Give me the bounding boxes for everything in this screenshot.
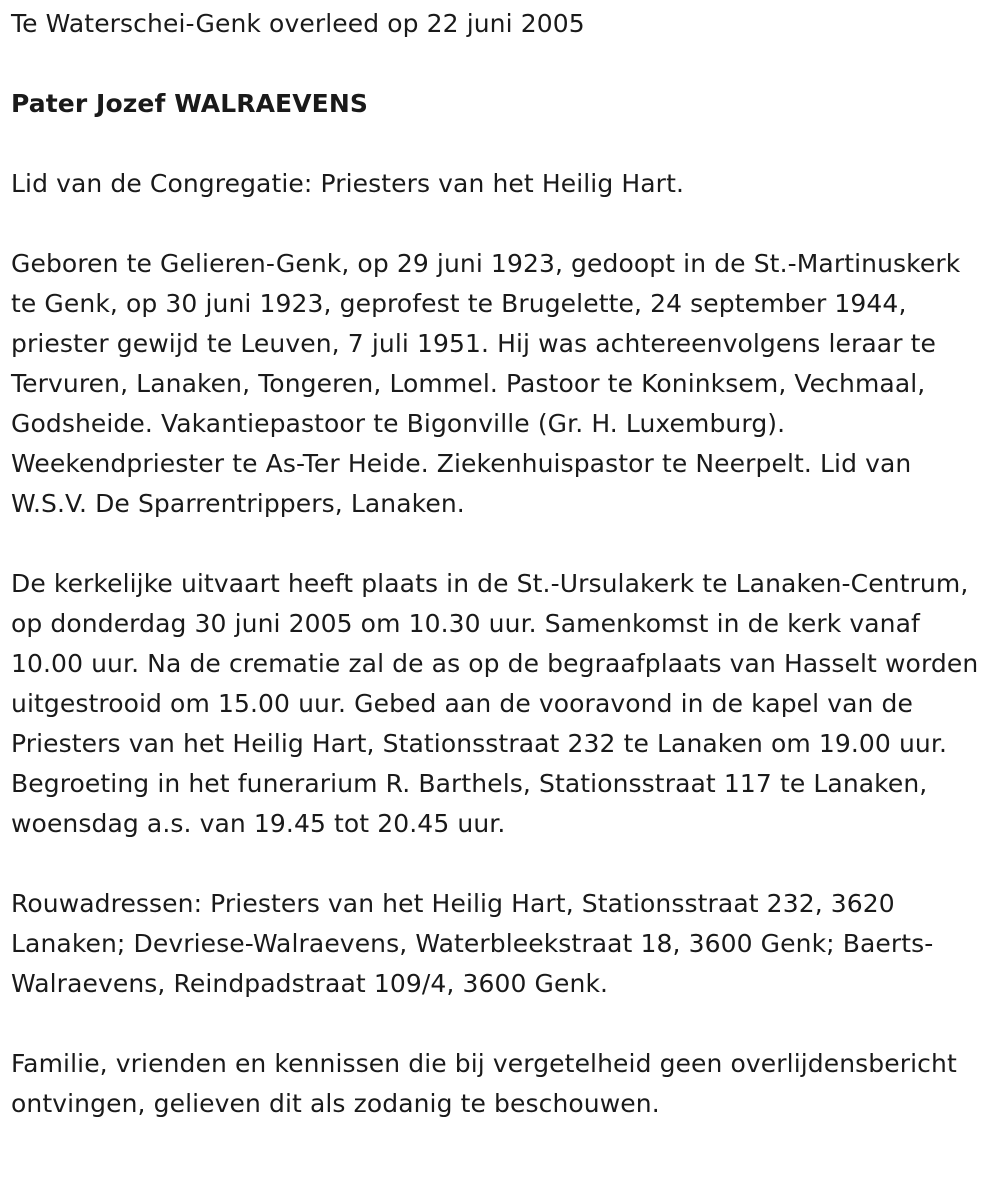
death-notice xyxy=(11,4,986,1124)
closing-paragraph: Familie, vrienden en kennissen die bij vergetelheid geen overlijdensbericht ontvingen, gelieven dit als zodanig te beschouwen. xyxy=(11,1049,957,1118)
membership-paragraph: Lid van de Congregatie: Priesters van het Heilig Hart. xyxy=(11,169,685,198)
funeral-paragraph: De kerkelijke uitvaart heeft plaats in de St.-Ursulakerk te Lanaken-Centrum, op donderdag 30 juni 2005 om 10.30 uur. Samenkomst in de kerk vanaf 10.00 uur. Na de crematie zal de as op de begraafplaats van Hasselt worden uitgestrooid om 15.00 uur. Gebed aan de vooravond in de kapel van de Priesters van het Heilig Hart, Stationsstraat 232 te Lanaken om 19.00 uur. Begroeting in het funerarium R. Barthels, Stationsstraat 117 te Lanaken, woensdag a.s. van 19.45 tot 20.45 uur. xyxy=(11,569,979,838)
deceased-name: Pater Jozef WALRAEVENS xyxy=(11,89,368,118)
biography-paragraph: Geboren te Gelieren-Genk, op 29 juni 1923, gedoopt in de St.-Martinuskerk te Genk, op 30 juni 1923, geprofest te Brugelette, 24 september 1944, priester gewijd te Leuven, 7 juli 1951. Hij was achtereenvolgens leraar te Tervuren, Lanaken, Tongeren, Lommel. Pastoor te Koninksem, Vechmaal, Godsheide. Vakantiepastoor te Bigonville (Gr. H. Luxemburg). Weekendpriester te As-Ter Heide. Ziekenhuispastor te Neerpelt. Lid van W.S.V. De Sparrentrippers, Lanaken. xyxy=(11,249,961,518)
addresses-paragraph: Rouwadressen: Priesters van het Heilig Hart, Stationsstraat 232, 3620 Lanaken; Devriese-Walraevens, Waterbleekstraat 18, 3600 Genk; Baerts-Walraevens, Reindpadstraat 109/4, 3600 Genk. xyxy=(11,889,934,998)
place-date-line: Te Waterschei-Genk overleed op 22 juni 2005 xyxy=(11,9,585,38)
